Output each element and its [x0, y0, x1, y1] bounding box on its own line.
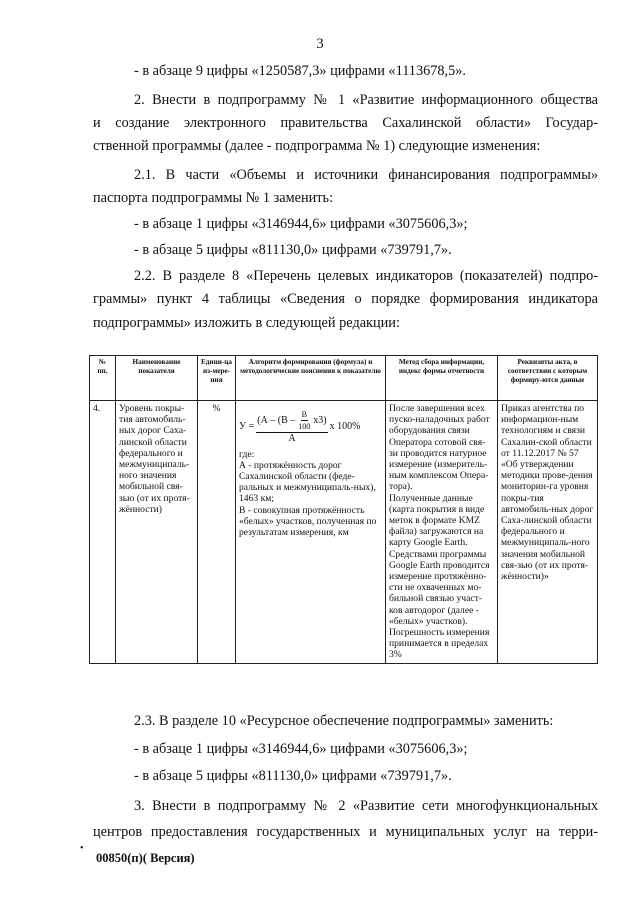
- paragraph-text: 2.2. В разделе 8 «Перечень целевых индикаторов (показателей) подпро-: [134, 268, 598, 284]
- paragraph-text: граммы» пункт 4 таблицы «Сведения о порядке формирования индикатора: [93, 291, 598, 307]
- row-method: После завершения всех пуско-наладочных работ оборудования связи Оператора сотовой свя-зи проводится натурное измерение (измеритель-ным комплексом Опера-тора). Полученные данные (карта покрытия в виде меток в формате KMZ файла) загружаются на карту Google Earth. Средствами программы Google Earth проводится измерение протяжённо-сти не охваченных мо-бильной связью участ-ков автодорог (далее - «белых» участков). Погрешность измерения принимается в пределах 3%: [386, 401, 498, 664]
- paragraph-text: ственной программы (далее - подпрограмма № 1) следующие изменения:: [93, 138, 541, 154]
- paragraph-text: - в абзаце 5 цифры «811130,0» цифрами «739791,7».: [134, 242, 452, 258]
- formula-num-part2: х3): [313, 415, 327, 427]
- formula-main-fraction: [256, 409, 327, 445]
- header-unit: Едини-ца из-мере-ния: [198, 356, 236, 401]
- margin-dot: •: [80, 843, 84, 854]
- table-header-row: [90, 356, 598, 401]
- paragraph-text: подпрограммы» изложить в следующей редакции:: [93, 315, 400, 331]
- row-algorithm: [236, 401, 386, 664]
- formula-denominator: А: [288, 433, 296, 445]
- paragraph-text: 2.3. В разделе 10 «Ресурсное обеспечение подпрограммы» заменить:: [134, 713, 554, 729]
- document-footer: 00850(п)( Версия): [96, 851, 195, 865]
- paragraph-text: центров предоставления государственных и муниципальных услуг на терри-: [93, 824, 598, 840]
- paragraph-text: паспорта подпрограммы № 1 заменить:: [93, 190, 334, 206]
- header-act: Реквизиты акта, в соответствии с которым формиру-ются данные: [498, 356, 598, 401]
- formula-inner-fraction: [297, 409, 311, 432]
- row-act: Приказ агентства по информацион-ным технологиям и связи Сахалин-ской области от 11.12.2017 № 57 «Об утверждении методики прове-дения мониторин-га уровня покры-тия автомобиль-ных дорог Саха-линской области федерального и межмуниципаль-ного значения мобильной свя-зью (от их протя-жённости)»: [498, 401, 598, 664]
- header-method: Метод сбора информации, индекс формы отчетности: [386, 356, 498, 401]
- formula-inner-den: 100: [298, 422, 311, 432]
- row-unit: %: [198, 401, 236, 664]
- header-number: № пп.: [90, 356, 116, 401]
- paragraph-text: и создание электронного правительства Сахалинской области» Государ-: [93, 115, 598, 131]
- paragraph-text: 2. Внести в подпрограмму № 1 «Развитие информационного общества: [134, 92, 598, 108]
- paragraph-text: - в абзаце 1 цифры «3146944,6» цифрами «3075606,3»;: [134, 216, 468, 232]
- paragraph-text: - в абзаце 5 цифры «811130,0» цифрами «739791,7».: [134, 768, 452, 784]
- page-number: 3: [316, 36, 324, 52]
- table-row: [90, 401, 598, 664]
- formula-lhs: У =: [239, 421, 255, 433]
- formula-num-part1: (А – (В –: [257, 415, 296, 427]
- header-algorithm: Алгоритм формирования (формула) и методологические пояснения к показателю: [236, 356, 386, 401]
- algorithm-explanation: где: А - протяжённость дорог Сахалинской области (феде-ральных и межмуниципаль-ных), 1463 км; В - совокупная протяжённость «белых» участков, полученная по результатам измерения, км: [239, 448, 377, 539]
- row-number: 4.: [90, 401, 116, 664]
- paragraph-text: - в абзаце 9 цифры «1250587,3» цифрами «1113678,5».: [134, 63, 466, 79]
- row-indicator-name: Уровень покры- тия автомобиль- ных дорог Саха- линской области федерального и межмуниципаль- ного значения мобильной свя- зью (от их протя- жённости): [116, 401, 198, 664]
- paragraph-text: 2.1. В части «Объемы и источники финансирования подпрограммы»: [134, 167, 598, 183]
- header-indicator-name: Наименование показателя: [116, 356, 198, 401]
- paragraph-text: - в абзаце 1 цифры «3146944,6» цифрами «3075606,3»;: [134, 741, 468, 757]
- formula: [239, 409, 382, 445]
- formula-numerator: [256, 409, 327, 433]
- formula-inner-num: В: [301, 409, 308, 421]
- formula-multiplier: х 100%: [329, 421, 361, 433]
- indicator-table: [89, 355, 598, 664]
- paragraph-text: 3. Внести в подпрограмму № 2 «Развитие сети многофункциональных: [134, 798, 598, 814]
